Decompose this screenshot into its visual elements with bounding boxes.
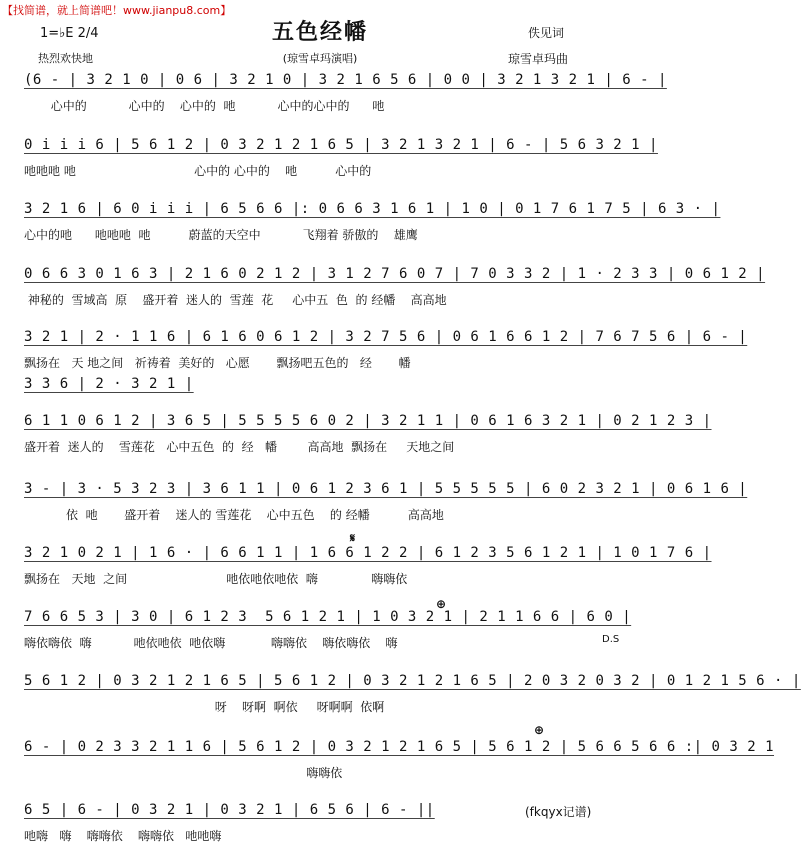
dal-segno-mark: D.S [602,634,620,645]
notation-line: 7 6 6 5 3 | 3 0 | 6 1 2 3 5 6 1 2 1 | 1 0 3 2 1 | 2 1 1 6 6 | 6 0 | [24,609,632,625]
tempo-mark: 热烈欢快地 [38,52,93,65]
coda-icon: ⊕ [534,723,545,737]
notation-line: (6 - | 3 2 1 0 | 0 6 | 3 2 1 0 | 3 2 1 6 5 6 | 0 0 | 3 2 1 3 2 1 | 6 - | [24,72,667,88]
lyrics-line: 吔嗨 嗨 嗨嗨依 嗨嗨依 吔吔嗨 [24,829,222,843]
lyrics-line: 嗨嗨依 [24,766,343,780]
lyricist-credit: 佚见词 [528,26,565,40]
lyrics-line: 嗨依嗨依 嗨 吔依吔依 吔依嗨 嗨嗨依 嗨依嗨依 嗨 [24,636,398,650]
lyrics-line: 飘扬在 天地 之间 吔依吔依吔依 嗨 嗨嗨依 [24,572,408,586]
lyrics-line: 心中的吔 吔吔吔 吔 蔚蓝的天空中 飞翔着 骄傲的 雄鹰 [24,228,418,242]
segno-icon: 𝄋 [350,531,356,545]
notation-line: 3 2 1 0 2 1 | 1 6 · | 6 6 1 1 | 1 6 6 1 2 2 | 6 1 2 3 5 6 1 2 1 | 1 0 1 7 6 | [24,545,712,561]
notation-line: 3 2 1 6 | 6 0 i i i | 6 5 6 6 |: 0 6 6 3 1 6 1 | 1 0 | 0 1 7 6 1 7 5 | 6 3 · | [24,201,721,217]
notation-line: 0 i i i 6 | 5 6 1 2 | 0 3 2 1 2 1 6 5 | 3 2 1 3 2 1 | 6 - | 5 6 3 2 1 | [24,137,658,153]
notation-line: 0 6 6 3 0 1 6 3 | 2 1 6 0 2 1 2 | 3 1 2 7 6 0 7 | 7 0 3 3 2 | 1 · 2 3 3 | 0 6 1 2 | [24,266,766,282]
lyrics-line: 呀 呀啊 啊依 呀啊啊 依啊 [24,700,385,714]
notation-line: 6 1 1 0 6 1 2 | 3 6 5 | 5 5 5 5 6 0 2 | 3 2 1 1 | 0 6 1 6 3 2 1 | 0 2 1 2 3 | [24,413,712,429]
lyrics-line: 吔吔吔 吔 心中的 心中的 吔 心中的 [24,164,372,178]
lyrics-line: 神秘的 雪域高 原 盛开着 迷人的 雪莲 花 心中五 色 的 经幡 高高地 [24,293,447,307]
lyrics-line: 依 吔 盛开着 迷人的 雪莲花 心中五色 的 经幡 高高地 [24,508,444,522]
notation-line: 3 2 1 | 2 · 1 1 6 | 6 1 6 0 6 1 2 | 3 2 7 5 6 | 0 6 1 6 6 1 2 | 7 6 7 5 6 | 6 - | [24,329,748,345]
lyrics-line: 盛开着 迷人的 雪莲花 心中五色 的 经 幡 高高地 飘扬在 天地之间 [24,440,455,454]
lyrics-line: 飘扬在 天 地之间 祈祷着 美好的 心愿 飘扬吧五色的 经 幡 [24,356,411,370]
notation-line: 3 3 6 | 2 · 3 2 1 | [24,376,194,392]
notation-line: 5 6 1 2 | 0 3 2 1 2 1 6 5 | 5 6 1 2 | 0 3 2 1 2 1 6 5 | 2 0 3 2 0 3 2 | 0 1 2 1 5 6 · | [24,673,801,689]
performer-subtitle: (琼雪卓玛演唱) [282,52,358,65]
song-title: 五色经幡 [271,20,368,45]
key-signature: 1=♭E 2/4 [40,26,99,41]
notation-line: 6 - | 0 2 3 3 2 1 1 6 | 5 6 1 2 | 0 3 2 1 2 1 6 5 | 5 6 1 2 | 5 6 6 5 6 6 :| 0 3 2 1 [24,739,775,755]
notation-line: 6 5 | 6 - | 0 3 2 1 | 0 3 2 1 | 6 5 6 | 6 - || [24,802,435,818]
notation-line: 3 - | 3 · 5 3 2 3 | 3 6 1 1 | 0 6 1 2 3 6 1 | 5 5 5 5 5 | 6 0 2 3 2 1 | 0 6 1 6 | [24,481,748,497]
coda-icon: ⊕ [436,597,447,611]
composer-credit: 琼雪卓玛曲 [508,52,569,66]
transcriber-credit: (fkqyx记谱) [525,805,592,819]
site-banner: 【找简谱，就上简谱吧！www.jianpu8.com】 [2,4,232,17]
lyrics-line: 心中的 心中的 心中的 吔 心中的心中的 吔 [24,99,385,113]
